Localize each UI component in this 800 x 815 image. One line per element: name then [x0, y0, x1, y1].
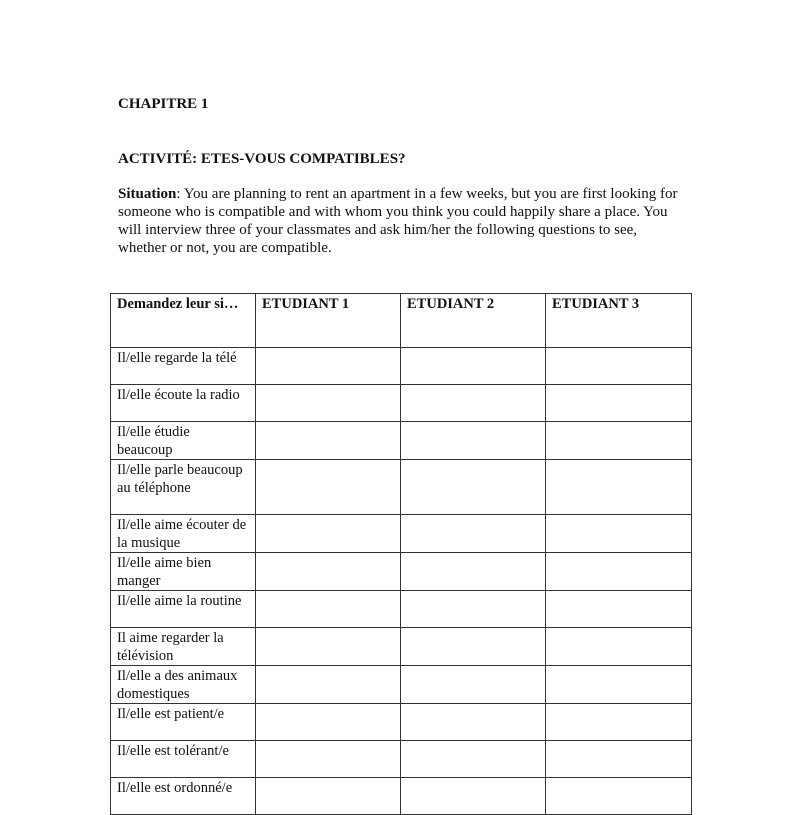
answer-cell-student-3[interactable]	[546, 741, 692, 778]
answer-cell-student-2[interactable]	[401, 666, 546, 704]
answer-cell-student-3[interactable]	[546, 348, 692, 385]
answer-cell-student-3[interactable]	[546, 704, 692, 741]
compatibility-table	[110, 293, 692, 815]
table-row	[111, 628, 692, 666]
answer-cell-student-1[interactable]	[256, 628, 401, 666]
table-row	[111, 422, 692, 460]
answer-cell-student-2[interactable]	[401, 741, 546, 778]
answer-cell-student-1[interactable]	[256, 515, 401, 553]
table-row	[111, 385, 692, 422]
answer-cell-student-3[interactable]	[546, 422, 692, 460]
answer-cell-student-2[interactable]	[401, 628, 546, 666]
chapter-heading: CHAPITRE 1	[118, 96, 209, 112]
answer-cell-student-1[interactable]	[256, 666, 401, 704]
answer-cell-student-1[interactable]	[256, 704, 401, 741]
question-cell: Il/elle parle beaucoup au téléphone	[111, 460, 256, 515]
question-cell: Il/elle écoute la radio	[111, 385, 256, 422]
activity-title: ACTIVITÉ: ETES-VOUS COMPATIBLES?	[118, 151, 406, 167]
question-cell: Il/elle étudie beaucoup	[111, 422, 256, 460]
answer-cell-student-3[interactable]	[546, 591, 692, 628]
answer-cell-student-3[interactable]	[546, 666, 692, 704]
answer-cell-student-1[interactable]	[256, 778, 401, 815]
situation-label: Situation	[118, 186, 177, 202]
answer-cell-student-1[interactable]	[256, 460, 401, 515]
table-row	[111, 515, 692, 553]
question-cell: Il/elle aime écouter de la musique	[111, 515, 256, 553]
answer-cell-student-3[interactable]	[546, 515, 692, 553]
answer-cell-student-2[interactable]	[401, 422, 546, 460]
answer-cell-student-2[interactable]	[401, 515, 546, 553]
header-question: Demandez leur si…	[111, 294, 256, 348]
question-cell: Il/elle aime la routine	[111, 591, 256, 628]
answer-cell-student-1[interactable]	[256, 348, 401, 385]
question-cell: Il/elle regarde la télé	[111, 348, 256, 385]
table-row	[111, 704, 692, 741]
table-row	[111, 778, 692, 815]
answer-cell-student-2[interactable]	[401, 348, 546, 385]
answer-cell-student-2[interactable]	[401, 704, 546, 741]
answer-cell-student-1[interactable]	[256, 553, 401, 591]
answer-cell-student-3[interactable]	[546, 628, 692, 666]
header-student-2: ETUDIANT 2	[401, 294, 546, 348]
question-cell: Il/elle est patient/e	[111, 704, 256, 741]
question-cell: Il/elle est ordonné/e	[111, 778, 256, 815]
answer-cell-student-3[interactable]	[546, 553, 692, 591]
question-cell: Il/elle aime bien manger	[111, 553, 256, 591]
answer-cell-student-3[interactable]	[546, 460, 692, 515]
answer-cell-student-2[interactable]	[401, 591, 546, 628]
question-cell: Il/elle est tolérant/e	[111, 741, 256, 778]
answer-cell-student-3[interactable]	[546, 778, 692, 815]
table-row	[111, 553, 692, 591]
table-row	[111, 348, 692, 385]
situation-text: : You are planning to rent an apartment in a few weeks, but you are first looking for someone who is compatible and with whom you think you could happily share a place. You will interview three of your classmates and ask him/her the following questions to see, whether or not, you are compatible.	[118, 186, 678, 256]
answer-cell-student-2[interactable]	[401, 385, 546, 422]
table-row	[111, 460, 692, 515]
table-header-row	[111, 294, 692, 348]
answer-cell-student-3[interactable]	[546, 385, 692, 422]
header-student-1: ETUDIANT 1	[256, 294, 401, 348]
answer-cell-student-1[interactable]	[256, 385, 401, 422]
question-cell: Il/elle a des animaux domestiques	[111, 666, 256, 704]
table-row	[111, 591, 692, 628]
answer-cell-student-1[interactable]	[256, 591, 401, 628]
table-row	[111, 666, 692, 704]
answer-cell-student-2[interactable]	[401, 553, 546, 591]
answer-cell-student-2[interactable]	[401, 778, 546, 815]
answer-cell-student-2[interactable]	[401, 460, 546, 515]
question-cell: Il aime regarder la télévision	[111, 628, 256, 666]
situation-paragraph	[118, 185, 688, 257]
table-row	[111, 741, 692, 778]
header-student-3: ETUDIANT 3	[546, 294, 692, 348]
answer-cell-student-1[interactable]	[256, 741, 401, 778]
answer-cell-student-1[interactable]	[256, 422, 401, 460]
